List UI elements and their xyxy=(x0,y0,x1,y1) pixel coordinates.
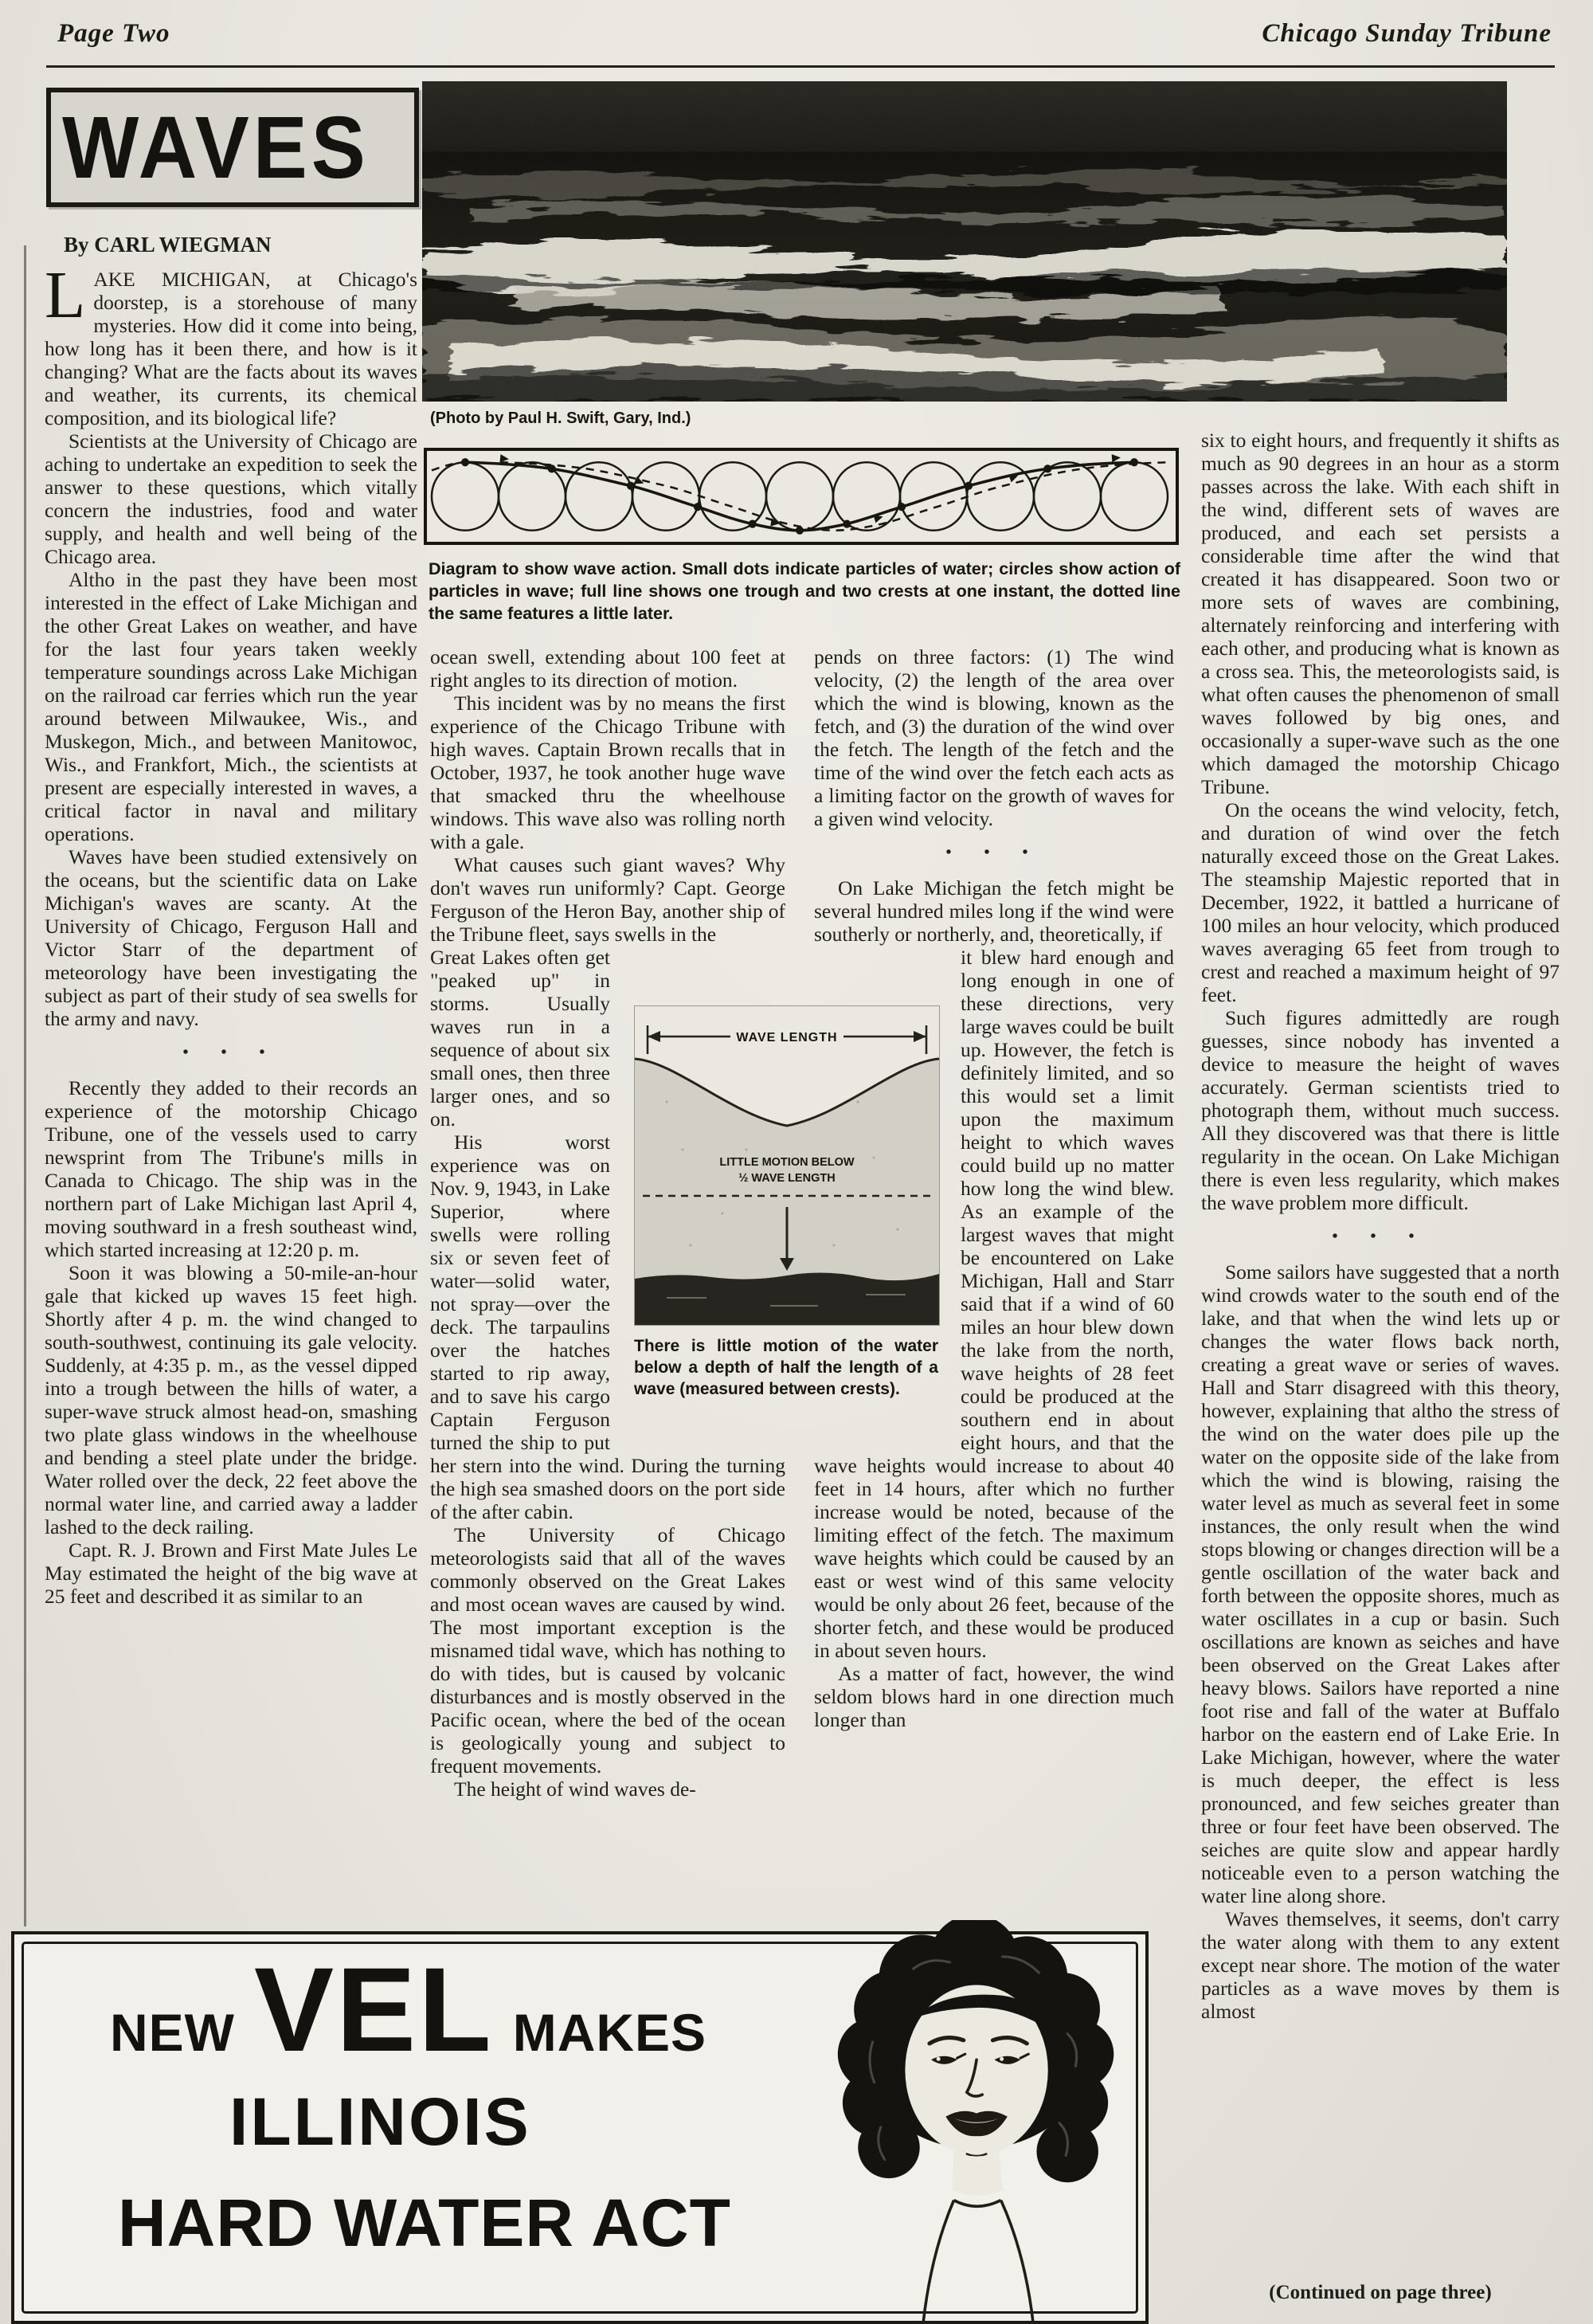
paragraph-text: AKE MICHIGAN, at Chicago's doorstep, is a storehouse of many mysteries. How did it come into being, how long has it been there, and how is it changing? What are the facts about its waves and weather, its currents, its chemical composition, and its biological life? xyxy=(45,268,417,429)
wave-length-label: WAVE LENGTH xyxy=(736,1031,838,1044)
article-paragraph: This incident was by no means the first experience of the Chicago Tribune with high waves. Captain Brown recalls that in October, 1937, he took another huge wave that smacked thru the wheelhouse windows. This wave also was rolling north with a gale. xyxy=(430,692,785,853)
article-paragraph: it blew hard enough and long enough in one of these directions, very large waves could be built up. However, the fetch is definitely limited, and so this would set a limit upon the maximum height to which waves could build up no matter how long the wind blew. As an example of the largest waves that might be encountered on Lake Michigan, Hall and Starr said that if a wind of 60 miles an hour blew down the lake from the north, wave heights of 28 feet could be produced at the southern end in about eight hours, and that the wave heights would increase to about 40 feet in 14 hours, after which no further increase would be noted, because of the limiting effect of the fetch. The maximum wave heights which could be caused by an east or west wind of this same velocity would be only about 26 feet, because of the shorter fetch, and these would be produced in about seven hours. xyxy=(814,946,1174,1662)
waves-photo xyxy=(422,81,1507,402)
article-paragraph: Capt. R. J. Brown and First Mate Jules Le May estimated the height of the big wave at 25 feet and described it as similar to an xyxy=(45,1538,417,1608)
photo-grain xyxy=(422,81,1507,402)
ad-brand-vel: VEL xyxy=(253,1942,494,2076)
scan-edge-line xyxy=(24,245,26,1926)
article-paragraph: On the oceans the wind velocity, fetch, and duration of wind over the fetch naturally exceed those on the Great Lakes. The steamship Majestic reported that in December, 1922, it battled a hurricane of 100 miles an hour velocity, which produced waves averaging 65 feet from trough to crest and reached a maximum height of 97 feet. xyxy=(1201,798,1560,1006)
article-paragraph: Soon it was blowing a 50-mile-an-hour gale that kicked up waves 15 feet high. Shortly after 4 p. m. the wind changed to south-southwest, continuing its gale velocity. Suddenly, at 4:35 p. m., as the vessel dipped into a trough between the hills of water, a super-wave struck almost head-on, smashing two plate glass windows in the wheelhouse and bending a steel plate under the bridge. Water rolled over the deck, 22 feet above the normal water line, and carried away a ladder lashed to the deck railing. xyxy=(45,1261,417,1538)
headline: WAVES xyxy=(62,97,370,197)
depth-diagram-caption: There is little motion of the water below a depth of half the length of a wave (measured between crests). xyxy=(634,1337,938,1398)
wave-diagram-caption: Diagram to show wave action. Small dots indicate particles of water; circles show action of particles in wave; full line shows one trough and two crests at one instant, the dotted line the same features a little later. xyxy=(429,559,1180,623)
article-paragraph: As a matter of fact, however, the wind seldom blows hard in one direction much longer than xyxy=(814,1662,1174,1731)
article-paragraph: Great Lakes often get "peaked up" in storms. Usually waves run in a sequence of about six small ones, then three larger ones, and so on. xyxy=(430,946,610,1131)
article-paragraph: Such figures admittedly are rough guesses, since nobody has invented a device to measure the height of waves accurately. German scientists tried to photograph them, without much success. All they discovered was that there is little regularity in the ocean. On Lake Michigan there is even less regularity, which makes the wave problem more difficult. xyxy=(1201,1006,1560,1214)
drop-cap: L xyxy=(45,268,86,332)
article-paragraph: On Lake Michigan the fetch might be several hundred miles long if the wind were southerly or northerly, and, theoretically, if xyxy=(814,876,1174,946)
newspaper-title: Chicago Sunday Tribune xyxy=(1262,19,1552,48)
ad-headline-line-1 xyxy=(110,1942,731,2076)
lake-bed xyxy=(635,1272,939,1325)
section-separator: • • • xyxy=(1332,1228,1429,1245)
article-paragraph: The height of wind waves de- xyxy=(454,1777,696,1801)
section-separator: • • • xyxy=(182,1044,280,1061)
article-paragraph: ocean swell, extending about 100 feet at right angles to its direction of motion. xyxy=(430,645,785,692)
woman-shoulders xyxy=(922,2201,1035,2324)
wave-dotted-line xyxy=(500,462,1169,531)
article-paragraph: Recently they added to their records an experience of the motorship Chicago Tribune, one of the vessels used to carry newsprint from The Tribune's mills in Canada to Chicago. The ship was in the northern part of Lake Michigan last April 4, moving southward in a fresh southeast wind, which started increasing at 12:20 p. m. xyxy=(45,1076,417,1261)
photo-credit: (Photo by Paul H. Swift, Gary, Ind.) xyxy=(430,410,691,427)
woman-illustration xyxy=(799,1920,1149,2324)
little-motion-label-1: LITTLE MOTION BELOW xyxy=(719,1156,855,1169)
article-column-1 xyxy=(45,268,417,1915)
article-paragraph xyxy=(45,268,417,429)
ad-headline-line-3: HARD WATER ACT xyxy=(118,2185,731,2260)
article-paragraph: Some sailors have suggested that a north wind crowds water to the south end of the lake, and that when the wind lets up or changes the water flows back north, creating a great wave or series of waves. Hall and Starr disagreed with this theory, however, explaining that altho the stress of the wind on the water does pile up the water on the opposite side of the lake from which the wind is blowing, raising the water level as much as several feet in some instances, the only result when the wind stops blowing or changes direction will be a gentle oscillation of the water back and forth between the opposite shores, much as water oscillates in a cup or basin. Such oscillations are known as seiches and have been observed on the Great Lakes after heavy blows. Sailors have reported a nine foot rise and fall of the water at Buffalo harbor on the eastern end of Lake Erie. In Lake Michigan, however, where the water is much deeper, the effect is less pronounced, and few seiches greater than three or four feet have been observed. The seiches are quite slow and appear hardly noticeable even to a person watching the water line along shore. xyxy=(1201,1260,1560,1907)
woman-neck xyxy=(952,2150,1002,2196)
byline: By CARL WIEGMAN xyxy=(64,233,272,257)
article-paragraph: The University of Chicago meteorologists said that all of the waves commonly observed on the Great Lakes and most ocean waves are caused by wind. The most important exception is the misnamed tidal wave, which has nothing to do with tides, but is caused by volcanic disturbances and is mostly observed in the Pacific ocean, where the bed of the ocean is geologically young and subject to frequent movements. xyxy=(430,1523,785,1777)
ad-headline-line-2: ILLINOIS xyxy=(229,2084,531,2159)
wave-action-diagram-image xyxy=(427,451,1176,542)
waves-photo-image xyxy=(422,81,1507,402)
article-paragraph: What causes such giant waves? Why don't waves run uniformly? Capt. George Ferguson of the Heron Bay, another ship of the Tribune fleet, says swells in the xyxy=(430,853,785,946)
particle-circles xyxy=(432,462,1168,531)
vel-ad xyxy=(11,1931,1149,2324)
header-rule xyxy=(46,65,1555,68)
article-paragraph: Scientists at the University of Chicago are aching to undertake an expedition to seek the answer to these questions, which vitally concern the industries, food and water supply, and health and well being of the Chicago area. xyxy=(45,429,417,568)
page-number: Page Two xyxy=(57,19,170,48)
ad-word-new: NEW xyxy=(110,2003,235,2062)
article-paragraph: Waves themselves, it seems, don't carry the water along with them to any extent except near shore. The motion of the water particles as a wave moves by them is almost xyxy=(1201,1907,1560,2023)
section-separator: • • • xyxy=(945,844,1043,861)
little-motion-label-2: ½ WAVE LENGTH xyxy=(738,1172,836,1185)
depth-diagram xyxy=(634,1005,938,1400)
continued-notice: (Continued on page three) xyxy=(1269,2282,1492,2303)
headline-box xyxy=(46,88,419,207)
ad-copy xyxy=(110,1942,731,2262)
article-paragraph: Waves have been studied extensively on the oceans, but the scientific data on Lake Michigan's waves are scanty. At the University of Chicago, Ferguson Hall and Victor Starr of the department of meteorology have been investigating the subject as part of their study of sea swells for the army and navy. xyxy=(45,845,417,1030)
depth-diagram-image xyxy=(634,1005,940,1326)
article-paragraph: pends on three factors: (1) The wind velocity, (2) the length of the area over which the wind is blowing, known as the fetch, and (3) the duration of the wind over the fetch. The length of the fetch and the time of the wind over the fetch each acts as a limiting factor on the growth of waves for a given wind velocity. xyxy=(814,645,1174,830)
ad-word-makes: MAKES xyxy=(512,2003,707,2062)
article-paragraph: Altho in the past they have been most interested in the effect of Lake Michigan and the other Great Lakes on weather, and have for the last four years taken weekly temperature soundings across Lake Michigan on the railroad car ferries which run the year around between Milwaukee, Wis., and Muskegon, Mich., and between Manitowoc, Wis., and Frankfort, Mich., the scientists at present are especially interested in waves, a critical factor in naval and military operations. xyxy=(45,568,417,845)
wave-action-diagram xyxy=(424,448,1179,545)
article-paragraph: six to eight hours, and frequently it shifts as much as 90 degrees in an hour as a storm passes across the lake. With each shift in the wind, different sets of waves are produced, and each set persists a considerable time after the wind that created it has disappeared. Soon two or more sets of waves are combining, alternately reinforcing and interfering with each other, and producing what is known as a cross sea. This, the meteorologists said, is what often causes the phenomenon of small waves followed by big ones, and occasionally a super-wave such as the one which damaged the motorship Chicago Tribune. xyxy=(1201,429,1560,798)
article-column-4 xyxy=(1201,429,1560,2277)
article-paragraph: His worst experience was on Nov. 9, 1943, in Lake Superior, where swells were rolling six or seven feet of water—solid water, not spray—over the deck. The tarpaulins over the hatches started to rip away, and to save his cargo Captain Ferguson turned the ship to put her stern into the wind. During the turning the high sea smashed doors on the port side of the after cabin. xyxy=(430,1131,785,1523)
